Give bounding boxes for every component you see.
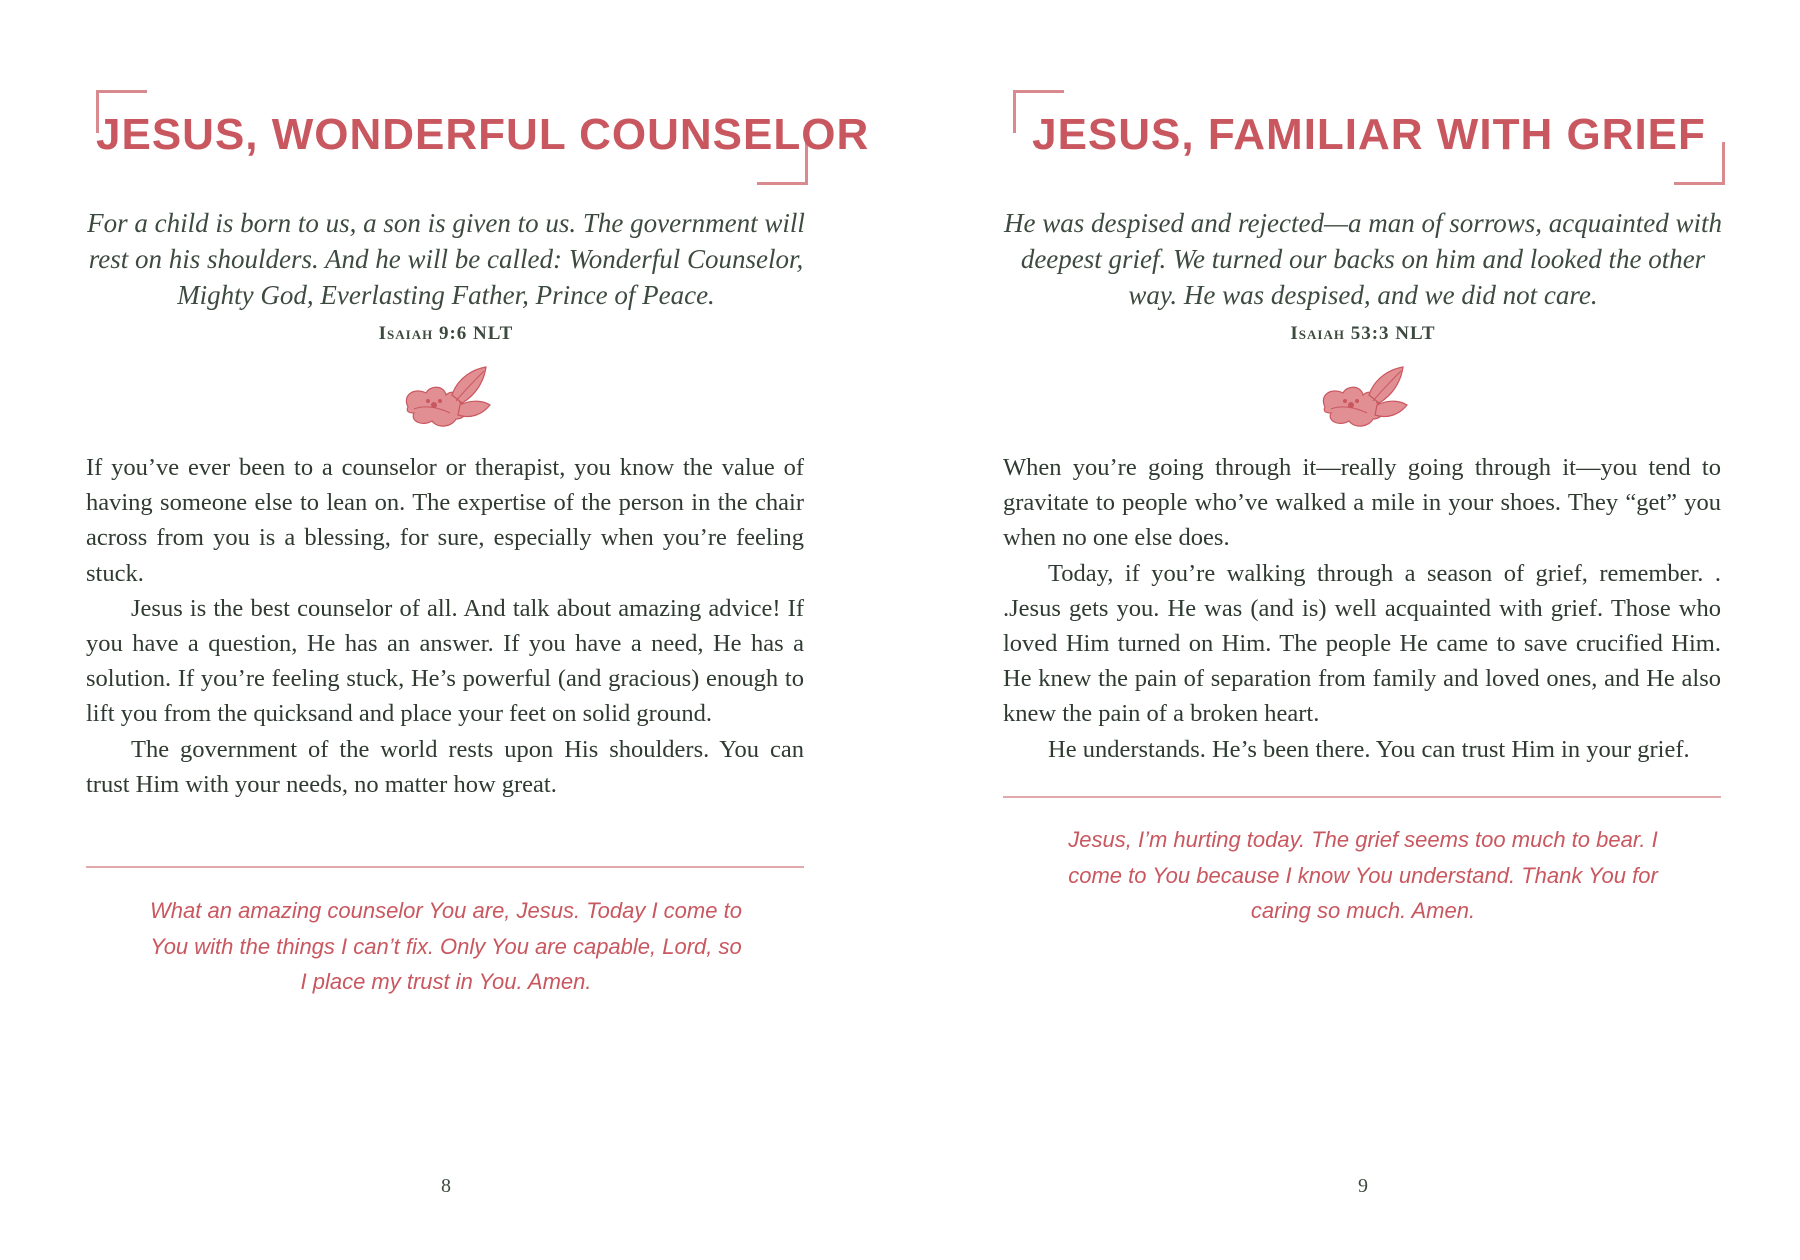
flower-icon: [400, 365, 492, 431]
page-number: 9: [1358, 1175, 1368, 1197]
divider-rule: [1003, 796, 1721, 798]
body-paragraph: Jesus is the best counselor of all. And talk about amazing advice! If you have a question, He has an answer. If you have a need, He has a solution. If you’re feeling stuck, He’s powerful (and gracious) enough to lift you from the quicksand and place your feet on solid ground.: [86, 594, 804, 728]
prayer-text: Jesus, I’m hurting today. The grief seems too much to bear. I come to You because I know You understand. Thank You for caring so much. Amen.: [1068, 827, 1658, 923]
title-frame: [1013, 90, 1725, 185]
scripture-verse: He was despised and rejected—a man of sorrows, acquainted with deepest grief. We turned our backs on him and looked the other way. He was despised, and we did not care.: [1004, 208, 1722, 310]
devotion-title: JESUS, FAMILIAR WITH GRIEF: [1032, 110, 1706, 159]
devotion-title: JESUS, WONDERFUL COUNSELOR: [96, 110, 870, 159]
devotion-body: [1003, 450, 1721, 767]
body-paragraph: Today, if you’re walking through a season of grief, remember. . .Jesus gets you. He was (and is) well acquainted with grief. Those who loved Him turned on Him. The people He came to save crucified Him. He knew the pain of separation from family and loved ones, and He also knew the pain of a broken heart.: [1003, 559, 1721, 728]
scripture-verse: For a child is born to us, a son is given to us. The government will rest on his shoulders. And he will be called: Wonderful Counselor, Mighty God, Everlasting Father, Prince of Peace.: [87, 208, 805, 310]
scripture-reference: Isaiah 9:6 NLT: [378, 323, 514, 344]
body-paragraph: If you’ve ever been to a counselor or therapist, you know the value of having someone else to lean on. The expertise of the person in the chair across from you is a blessing, for sure, especially when you’re feeling stuck.: [86, 454, 804, 587]
body-paragraph: He understands. He’s been there. You can trust Him in your grief.: [1048, 735, 1690, 763]
page-number: 8: [441, 1175, 451, 1197]
left-page: [86, 0, 870, 1260]
devotion-body: [86, 450, 804, 802]
body-paragraph: When you’re going through it—really going through it—you tend to gravitate to people who’ve walked a mile in your shoes. They “get” you when no one else does.: [1003, 454, 1721, 552]
scripture-reference: Isaiah 53:3 NLT: [1290, 323, 1436, 344]
title-frame: [96, 90, 870, 185]
flower-icon: [1317, 365, 1409, 431]
right-page: [1003, 0, 1743, 1260]
body-paragraph: The government of the world rests upon His shoulders. You can trust Him with your needs, no matter how great.: [86, 735, 804, 798]
divider-rule: [86, 866, 804, 868]
prayer-text: What an amazing counselor You are, Jesus. Today I come to You with the things I can’t fix. Only You are capable, Lord, so I place my trust in You. Amen.: [150, 898, 742, 994]
